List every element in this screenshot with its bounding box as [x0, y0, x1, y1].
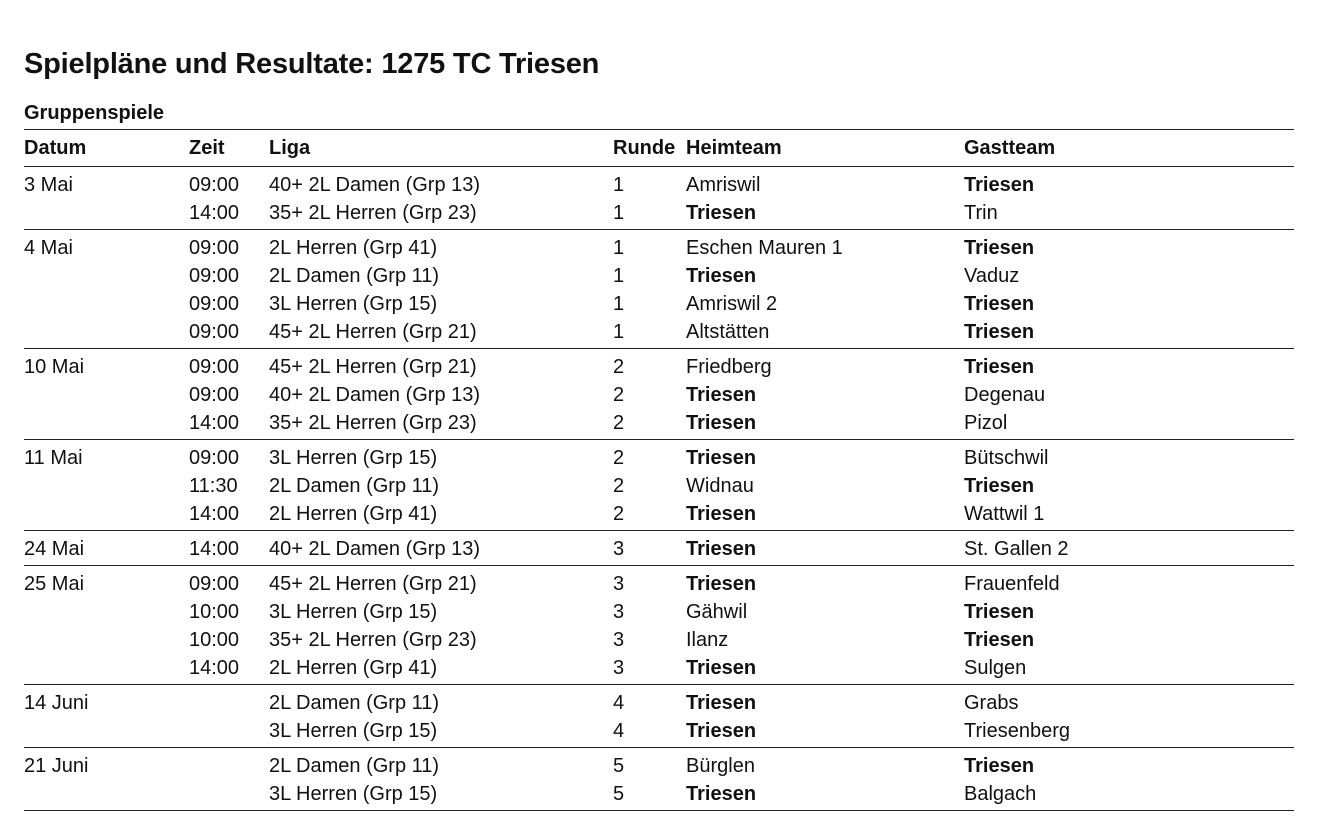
- cell-guest-team: Triesenberg: [964, 720, 1070, 742]
- cell-home-team: Altstätten: [686, 321, 770, 343]
- cell-league: 2L Damen (Grp 11): [269, 692, 440, 714]
- cell-home-team: Gähwil: [686, 601, 748, 623]
- cell-guest-team: Degenau: [964, 384, 1046, 406]
- cell-round: 5: [613, 783, 625, 805]
- cell-round: 4: [613, 720, 625, 742]
- cell-league: 2L Herren (Grp 41): [269, 503, 438, 525]
- cell-home-team: Amriswil 2: [686, 293, 778, 315]
- cell-date: 3 Mai: [24, 174, 73, 196]
- cell-round: 4: [613, 692, 625, 714]
- cell-guest-team: Frauenfeld: [964, 573, 1060, 595]
- cell-home-team: Triesen: [686, 692, 757, 714]
- cell-round: 2: [613, 412, 625, 434]
- table-row: [24, 381, 1294, 409]
- cell-guest-team: Vaduz: [964, 265, 1020, 287]
- cell-date: 25 Mai: [24, 573, 85, 595]
- date-group: [24, 748, 1294, 811]
- cell-home-team: Eschen Mauren 1: [686, 237, 843, 259]
- cell-guest-team: Sulgen: [964, 657, 1027, 679]
- cell-league: 3L Herren (Grp 15): [269, 447, 438, 469]
- table-row: [24, 171, 1294, 199]
- cell-round: 3: [613, 538, 625, 560]
- date-group: [24, 349, 1294, 440]
- cell-time: 10:00: [189, 629, 240, 651]
- cell-home-team: Triesen: [686, 657, 757, 679]
- cell-home-team: Triesen: [686, 503, 757, 525]
- cell-home-team: Triesen: [686, 202, 757, 224]
- cell-date: 10 Mai: [24, 356, 85, 378]
- cell-league: 3L Herren (Grp 15): [269, 783, 438, 805]
- cell-home-team: Amriswil: [686, 174, 761, 196]
- header-league: Liga: [269, 137, 311, 159]
- cell-home-team: Triesen: [686, 412, 757, 434]
- cell-time: 14:00: [189, 202, 240, 224]
- cell-date: 11 Mai: [24, 447, 83, 469]
- section-title: Gruppenspiele: [24, 102, 165, 124]
- table-row: [24, 535, 1294, 563]
- table-row: [24, 409, 1294, 437]
- header-guest: Gastteam: [964, 137, 1056, 159]
- cell-round: 1: [613, 321, 625, 343]
- table-row: [24, 199, 1294, 227]
- cell-home-team: Triesen: [686, 384, 757, 406]
- table-row: [24, 717, 1294, 745]
- cell-league: 35+ 2L Herren (Grp 23): [269, 202, 477, 224]
- date-group: [24, 531, 1294, 566]
- table-row: [24, 353, 1294, 381]
- cell-round: 2: [613, 475, 625, 497]
- table-row: [24, 654, 1294, 682]
- cell-league: 2L Damen (Grp 11): [269, 475, 440, 497]
- header-home: Heimteam: [686, 137, 782, 159]
- cell-round: 1: [613, 174, 625, 196]
- cell-league: 35+ 2L Herren (Grp 23): [269, 629, 477, 651]
- cell-league: 3L Herren (Grp 15): [269, 720, 438, 742]
- cell-time: 09:00: [189, 265, 240, 287]
- cell-round: 3: [613, 601, 625, 623]
- header-round: Runde: [613, 137, 676, 159]
- cell-league: 40+ 2L Damen (Grp 13): [269, 538, 481, 560]
- cell-league: 40+ 2L Damen (Grp 13): [269, 384, 481, 406]
- cell-time: 09:00: [189, 573, 240, 595]
- cell-guest-team: Triesen: [964, 237, 1035, 259]
- table-body: [24, 167, 1294, 811]
- cell-round: 1: [613, 265, 625, 287]
- cell-round: 5: [613, 755, 625, 777]
- cell-league: 45+ 2L Herren (Grp 21): [269, 356, 477, 378]
- cell-time: 10:00: [189, 601, 240, 623]
- cell-date: 14 Juni: [24, 692, 89, 714]
- cell-home-team: Triesen: [686, 783, 757, 805]
- cell-time: 09:00: [189, 293, 240, 315]
- cell-guest-team: Triesen: [964, 755, 1035, 777]
- date-group: [24, 440, 1294, 531]
- cell-league: 2L Damen (Grp 11): [269, 265, 440, 287]
- cell-guest-team: Trin: [964, 202, 998, 224]
- cell-league: 2L Herren (Grp 41): [269, 237, 438, 259]
- cell-round: 2: [613, 356, 625, 378]
- cell-league: 3L Herren (Grp 15): [269, 601, 438, 623]
- cell-guest-team: St. Gallen 2: [964, 538, 1069, 560]
- date-group: [24, 685, 1294, 748]
- cell-guest-team: Bütschwil: [964, 447, 1049, 469]
- cell-home-team: Triesen: [686, 447, 757, 469]
- cell-time: 09:00: [189, 356, 240, 378]
- cell-date: 4 Mai: [24, 237, 73, 259]
- table-row: [24, 752, 1294, 780]
- cell-round: 3: [613, 657, 625, 679]
- cell-guest-team: Wattwil 1: [964, 503, 1045, 525]
- cell-league: 2L Damen (Grp 11): [269, 755, 440, 777]
- cell-league: 45+ 2L Herren (Grp 21): [269, 321, 477, 343]
- header-time: Zeit: [189, 137, 225, 159]
- table-row: [24, 472, 1294, 500]
- table-row: [24, 626, 1294, 654]
- date-group: [24, 566, 1294, 685]
- cell-round: 1: [613, 202, 625, 224]
- date-group: [24, 230, 1294, 349]
- cell-time: 09:00: [189, 321, 240, 343]
- table-row: [24, 262, 1294, 290]
- cell-time: 14:00: [189, 412, 240, 434]
- page-title: Spielpläne und Resultate: 1275 TC Triesen: [24, 48, 600, 80]
- cell-round: 3: [613, 573, 625, 595]
- cell-guest-team: Triesen: [964, 321, 1035, 343]
- cell-guest-team: Triesen: [964, 601, 1035, 623]
- cell-round: 2: [613, 384, 625, 406]
- cell-guest-team: Triesen: [964, 475, 1035, 497]
- table-row: [24, 689, 1294, 717]
- table-row: [24, 780, 1294, 808]
- table-row: [24, 444, 1294, 472]
- cell-guest-team: Triesen: [964, 293, 1035, 315]
- table-row: [24, 598, 1294, 626]
- cell-home-team: Ilanz: [686, 629, 729, 651]
- cell-date: 21 Juni: [24, 755, 89, 777]
- cell-guest-team: Pizol: [964, 412, 1008, 434]
- cell-time: 14:00: [189, 503, 240, 525]
- cell-time: 14:00: [189, 538, 240, 560]
- cell-home-team: Bürglen: [686, 755, 755, 777]
- cell-round: 1: [613, 237, 625, 259]
- date-group: [24, 167, 1294, 230]
- cell-round: 2: [613, 503, 625, 525]
- cell-round: 3: [613, 629, 625, 651]
- cell-guest-team: Triesen: [964, 629, 1035, 651]
- table-row: [24, 570, 1294, 598]
- cell-league: 3L Herren (Grp 15): [269, 293, 438, 315]
- cell-league: 45+ 2L Herren (Grp 21): [269, 573, 477, 595]
- cell-guest-team: Triesen: [964, 356, 1035, 378]
- cell-guest-team: Triesen: [964, 174, 1035, 196]
- table-header: [24, 130, 1294, 167]
- cell-time: 11:30: [189, 475, 238, 497]
- cell-time: 14:00: [189, 657, 240, 679]
- cell-league: 40+ 2L Damen (Grp 13): [269, 174, 481, 196]
- table-row: [24, 318, 1294, 346]
- cell-guest-team: Grabs: [964, 692, 1019, 714]
- cell-time: 09:00: [189, 174, 240, 196]
- cell-time: 09:00: [189, 237, 240, 259]
- cell-guest-team: Balgach: [964, 783, 1037, 805]
- cell-home-team: Friedberg: [686, 356, 772, 378]
- cell-date: 24 Mai: [24, 538, 85, 560]
- table-row: [24, 500, 1294, 528]
- cell-home-team: Triesen: [686, 573, 757, 595]
- schedule-table: [24, 129, 1294, 811]
- cell-league: 2L Herren (Grp 41): [269, 657, 438, 679]
- cell-home-team: Widnau: [686, 475, 754, 497]
- header-date: Datum: [24, 137, 87, 159]
- cell-home-team: Triesen: [686, 720, 757, 742]
- cell-time: 09:00: [189, 384, 240, 406]
- cell-league: 35+ 2L Herren (Grp 23): [269, 412, 477, 434]
- cell-round: 2: [613, 447, 625, 469]
- cell-round: 1: [613, 293, 625, 315]
- cell-time: 09:00: [189, 447, 240, 469]
- cell-home-team: Triesen: [686, 538, 757, 560]
- table-row: [24, 290, 1294, 318]
- cell-home-team: Triesen: [686, 265, 757, 287]
- table-row: [24, 234, 1294, 262]
